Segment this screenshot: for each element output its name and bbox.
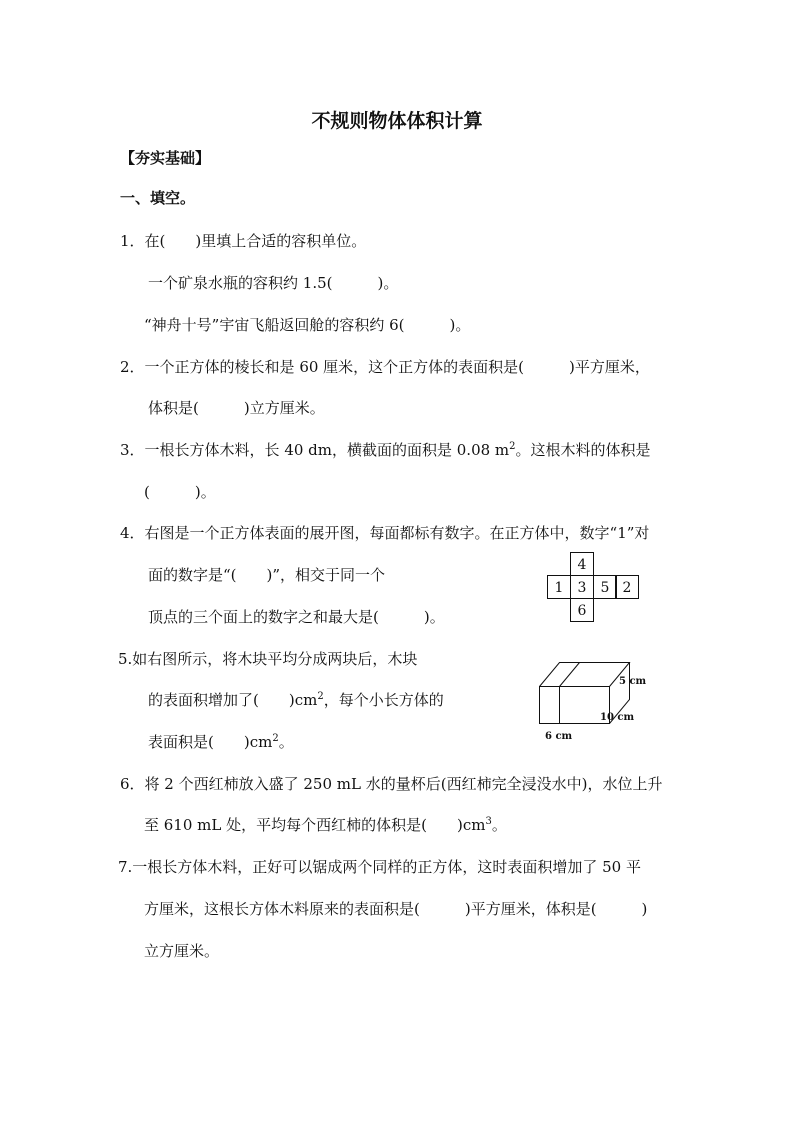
question-4-continued: 面的数字是“( )”，相交于同一个 (148, 566, 386, 584)
question-1-item-b: “神舟十号”宇宙飞船返回舱的容积约 6( )。 (144, 316, 471, 334)
box-height-label: 5 cm (619, 676, 647, 687)
net-digit-top: 4 (577, 557, 587, 573)
section-heading: 【夯实基础】 (120, 149, 211, 167)
net-digit-left: 1 (554, 580, 564, 596)
question-4-continued-2: 顶点的三个面上的数字之和最大是( )。 (148, 608, 445, 626)
question-7: 7.一根长方体木料，正好可以锯成两个同样的正方体，这时表面积增加了 50 平 (118, 858, 641, 876)
box-width-label: 6 cm (545, 731, 573, 742)
page-title: 不规则物体体积计算 (311, 110, 483, 132)
question-6: 6．将 2 个西红柿放入盛了 250 mL 水的量杯后(西红柿完全浸没水中)，水位上升 (120, 775, 663, 793)
question-2-continued: 体积是( )立方厘米。 (148, 399, 325, 417)
net-digit-center: 3 (577, 580, 587, 596)
box-length-label: 10 cm (600, 712, 635, 723)
question-5-continued: 的表面积增加了( )$cm^2$，每个小长方体的 (148, 691, 444, 709)
part-heading: 一、填空。 (120, 189, 196, 207)
cuboid-figure (530, 654, 670, 746)
question-6-continued: 至 610 mL 处，平均每个西红柿的体积是( )$cm^3$。 (144, 816, 507, 834)
cube-net-figure (545, 552, 639, 622)
net-digit-far-right: 2 (622, 580, 632, 596)
question-5-continued-2: 表面积是( )$cm^2$。 (148, 733, 294, 751)
question-7-continued-2: 立方厘米。 (144, 942, 220, 960)
question-5: 5.如右图所示，将木块平均分成两块后，木块 (118, 650, 418, 668)
question-1: 1．在( )里填上合适的容积单位。 (120, 232, 367, 250)
question-7-continued: 方厘米，这根长方体木料原来的表面积是( )平方厘米，体积是( ) (144, 900, 648, 918)
question-3-continued: ( )。 (144, 483, 216, 501)
question-1-item-a: 一个矿泉水瓶的容积约 1.5( )。 (148, 274, 399, 292)
question-3: 3．一根长方体木料，长 40 dm，横截面的面积是 0.08 $m^2$。这根木料的体积是 (120, 441, 651, 459)
net-digit-right: 5 (600, 580, 610, 596)
question-2: 2．一个正方体的棱长和是 60 厘米，这个正方体的表面积是( )平方厘米， (120, 358, 650, 376)
net-digit-bottom: 6 (577, 603, 587, 619)
question-4: 4．右图是一个正方体表面的展开图，每面都标有数字。在正方体中，数字“1”对 (120, 524, 650, 542)
